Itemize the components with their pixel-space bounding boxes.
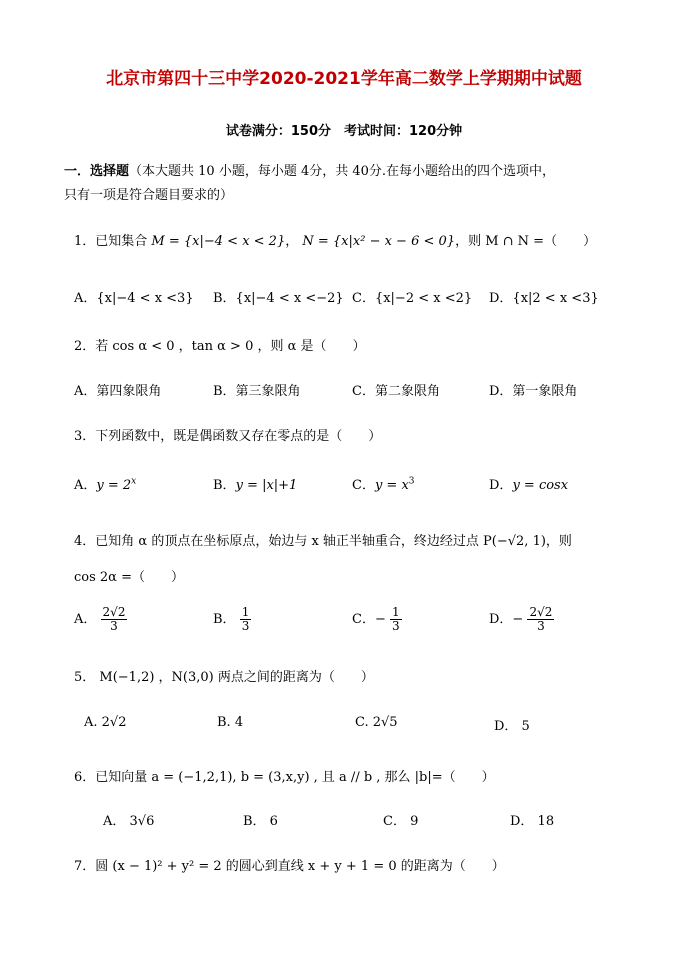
q3-option-b[interactable] <box>213 474 297 493</box>
q4-c-fraction <box>390 606 402 633</box>
q4-option-b[interactable] <box>213 606 251 633</box>
q3-d-expr: y = cosx <box>512 478 569 493</box>
q1-option-d[interactable]: D．{x|2 < x <3} <box>489 291 599 306</box>
q5-option-d[interactable]: D． 5 <box>494 719 530 734</box>
q3-a-expr: y = 2 <box>96 478 132 493</box>
q3-b-expr: y = |x|+1 <box>235 478 298 493</box>
q5-option-c[interactable]: C. 2√5 <box>355 715 398 730</box>
q3-option-c[interactable] <box>352 474 415 493</box>
q6-option-b[interactable]: B． 6 <box>243 814 278 829</box>
q1-option-a[interactable]: A．{x|−4 < x <3} <box>74 291 194 306</box>
q4-b-num: 1 <box>241 605 250 619</box>
q4-b-fraction <box>240 606 252 633</box>
q4-d-den: 3 <box>537 619 545 634</box>
q4-a-fraction <box>101 606 128 633</box>
question-6-stem: 6．已知向量 a = (−1,2,1), b = (3,x,y) , 且 a // b , 那么 |b|=（ ） <box>74 770 495 785</box>
question-2-stem: 2．若 cos α < 0 ，tan α > 0 ，则 α 是（ ） <box>74 339 366 354</box>
question-7-stem: 7．圆 (x − 1)² + y² = 2 的圆心到直线 x + y + 1 = 0 的距离为（ ） <box>74 859 505 874</box>
q4-a-label: A． <box>74 612 97 628</box>
q1-lead: 1．已知集合 <box>74 234 148 249</box>
q1-option-b[interactable]: B．{x|−4 < x <−2} <box>213 291 344 306</box>
q3-option-a[interactable] <box>74 474 136 493</box>
q4-c-num: 1 <box>391 605 400 619</box>
q3-d-label: D． <box>489 478 513 493</box>
q6-option-d[interactable]: D． 18 <box>510 814 555 829</box>
exam-subtitle: 试卷满分：150分 考试时间：120分钟 <box>225 124 463 139</box>
q3-b-label: B． <box>213 478 236 493</box>
q3-a-label: A． <box>74 478 97 493</box>
question-5-stem: 5． M(−1,2) ，N(3,0) 两点之间的距离为（ ） <box>74 670 374 685</box>
q3-c-expr: y = x <box>374 478 409 493</box>
q4-c-label: C．− <box>352 612 386 628</box>
section-heading: 一．选择题 <box>64 164 130 179</box>
q5-option-b[interactable]: B. 4 <box>217 715 244 730</box>
q4-a-num: 2√2 <box>102 605 126 619</box>
q2-option-a[interactable]: A．第四象限角 <box>74 384 162 399</box>
section-desc-2: 只有一项是符合题目要求的） <box>64 188 234 203</box>
q4-d-fraction <box>527 606 554 633</box>
q4-option-d[interactable] <box>489 606 554 633</box>
q6-option-a[interactable]: A． 3√6 <box>103 814 155 829</box>
q4-b-label: B． <box>213 612 236 628</box>
q2-option-c[interactable]: C．第二象限角 <box>352 384 440 399</box>
q5-option-a[interactable]: A. 2√2 <box>84 715 127 730</box>
q3-c-label: C． <box>352 478 375 493</box>
q4-option-c[interactable] <box>352 606 402 633</box>
q3-a-sup: x <box>131 476 137 487</box>
q4-a-den: 3 <box>110 619 118 634</box>
q3-option-d[interactable] <box>489 474 568 493</box>
section-desc-1: （本大题共 10 小题，每小题 4分，共 40分.在每小题给出的四个选项中， <box>129 164 556 179</box>
q4-d-num: 2√2 <box>529 605 553 619</box>
q2-option-b[interactable]: B．第三象限角 <box>213 384 301 399</box>
q1-set-n: N = {x|x² − x − 6 < 0} <box>302 234 456 249</box>
q1-tail: ，则 M ∩ N =（ ） <box>455 234 597 249</box>
question-4-stem-1: 4．已知角 α 的顶点在坐标原点，始边与 x 轴正半轴重合，终边经过点 P(−√2, 1)，则 <box>74 534 572 549</box>
exam-title: 北京市第四十三中学2020-2021学年高二数学上学期期中试题 <box>106 69 582 89</box>
q2-option-d[interactable]: D．第一象限角 <box>489 384 578 399</box>
q4-c-den: 3 <box>391 619 400 634</box>
question-1-stem: 1．已知集合 M = {x|−4 < x < 2}， N = {x|x² − x − 6 < 0}，则 M ∩ N =（ ） <box>74 234 597 249</box>
q6-option-c[interactable]: C． 9 <box>383 814 419 829</box>
q3-c-sup: 3 <box>408 476 415 487</box>
q4-b-den: 3 <box>241 619 250 634</box>
q4-option-a[interactable] <box>74 606 127 633</box>
question-3-stem: 3．下列函数中，既是偶函数又存在零点的是（ ） <box>74 429 382 444</box>
q4-d-label: D．− <box>489 612 524 628</box>
q1-set-m: M = {x|−4 < x < 2} <box>151 234 286 249</box>
question-4-stem-2: cos 2α =（ ） <box>74 570 184 585</box>
section-heading-line <box>64 160 555 179</box>
q1-option-c[interactable]: C．{x|−2 < x <2} <box>352 291 473 306</box>
